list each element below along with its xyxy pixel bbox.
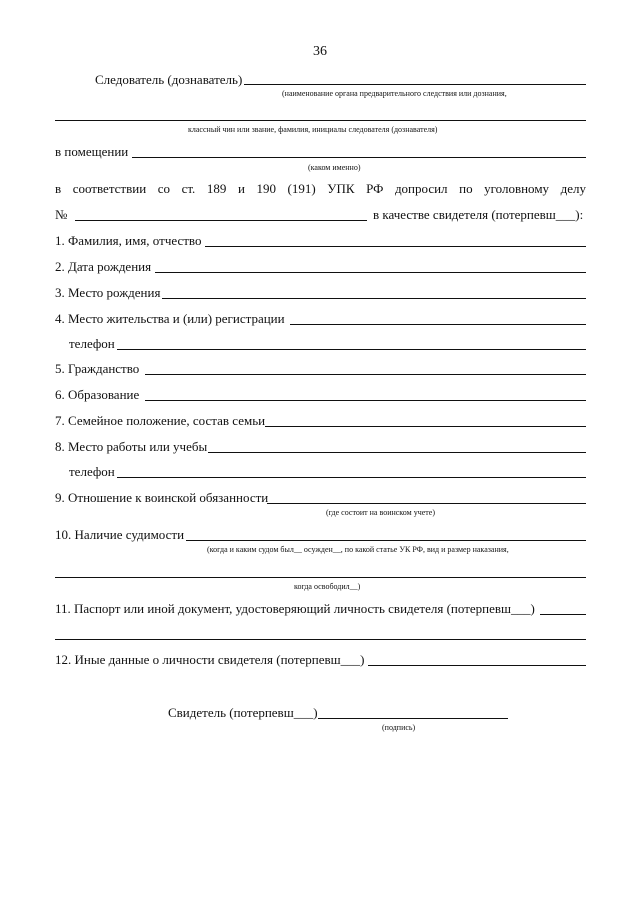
field-residence-line[interactable] [290, 324, 586, 325]
field-work-phone-line[interactable] [117, 477, 586, 478]
field-family-label: 7. Семейное положение, состав семьи [55, 413, 266, 428]
field-other-line[interactable] [368, 665, 586, 666]
statement-word: со [157, 181, 171, 196]
statement-word: 190 [256, 181, 276, 196]
field-conviction-label: 10. Наличие судимости [55, 527, 185, 542]
field-birth-place-label: 3. Место рождения [55, 285, 161, 300]
as-witness-text: в качестве свидетеля (потерпевш___): [373, 207, 584, 222]
field-citizenship-label: 5. Гражданство [55, 361, 140, 376]
investigator-label: Следователь (дознаватель) [95, 72, 243, 87]
premises-line[interactable] [132, 157, 586, 158]
signature-label: Свидетель (потерпевш___) [168, 705, 318, 720]
field-residence-label: 4. Место жительства и (или) регистрации [55, 311, 285, 326]
field-education-label: 6. Образование [55, 387, 140, 402]
field-family-line[interactable] [265, 426, 586, 427]
field-full-name-line[interactable] [205, 246, 586, 247]
field-birth-date-label: 2. Дата рождения [55, 259, 152, 274]
field-conviction-line-2[interactable] [55, 577, 586, 578]
field-residence-phone-line[interactable] [117, 349, 586, 350]
statement-word: УПК [327, 181, 355, 196]
field-full-name-label: 1. Фамилия, имя, отчество [55, 233, 202, 248]
field-conviction-caption: (когда и каким судом был__ осужден__, по какой статье УК РФ, вид и размер наказания, [207, 545, 509, 554]
field-birth-date-line[interactable] [155, 272, 586, 273]
field-military-caption: (где состоит на воинском учете) [326, 508, 435, 517]
statement-word: 189 [206, 181, 227, 196]
field-birth-place-line[interactable] [162, 298, 586, 299]
premises-caption: (каком именно) [308, 163, 361, 172]
field-passport-label: 11. Паспорт или иной документ, удостоверяющий личность свидетеля (потерпевш___) [55, 601, 535, 616]
field-citizenship-line[interactable] [145, 374, 586, 375]
statement-word: в [55, 181, 62, 196]
statement-line [55, 181, 586, 196]
statement-word: делу [560, 181, 586, 196]
field-conviction-line[interactable] [186, 540, 586, 541]
statement-word: допросил [394, 181, 448, 196]
investigator-line[interactable] [244, 84, 586, 85]
field-work-phone-label: телефон [69, 464, 115, 479]
field-other-label: 12. Иные данные о личности свидетеля (потерпевш___) [55, 652, 365, 667]
premises-label: в помещении [55, 144, 129, 159]
rank-name-line[interactable] [55, 120, 586, 121]
field-work-line[interactable] [208, 452, 586, 453]
field-work-label: 8. Место работы или учебы [55, 439, 208, 454]
statement-word: уголовному [484, 181, 550, 196]
field-passport-line[interactable] [540, 614, 586, 615]
field-passport-line-2[interactable] [55, 639, 586, 640]
signature-line[interactable] [318, 718, 508, 719]
rank-caption: классный чин или звание, фамилия, инициалы следователя (дознавателя) [188, 125, 438, 134]
field-conviction-caption-2: когда освободил__) [294, 582, 361, 591]
statement-word: РФ [366, 181, 384, 196]
case-number-label: № [55, 207, 68, 222]
statement-word: соответствии [72, 181, 147, 196]
signature-caption: (подпись) [382, 723, 416, 732]
statement-word: и [237, 181, 245, 196]
statement-word: (191) [287, 181, 316, 196]
case-number-line[interactable] [75, 220, 367, 221]
field-education-line[interactable] [145, 400, 586, 401]
field-military-label: 9. Отношение к воинской обязанности [55, 490, 269, 505]
organ-caption: (наименование органа предварительного следствия или дознания, [282, 89, 507, 98]
field-residence-phone-label: телефон [69, 336, 115, 351]
statement-word: по [459, 181, 473, 196]
statement-word: ст. [181, 181, 196, 196]
page-number: 36 [313, 44, 327, 59]
field-military-line[interactable] [267, 503, 586, 504]
